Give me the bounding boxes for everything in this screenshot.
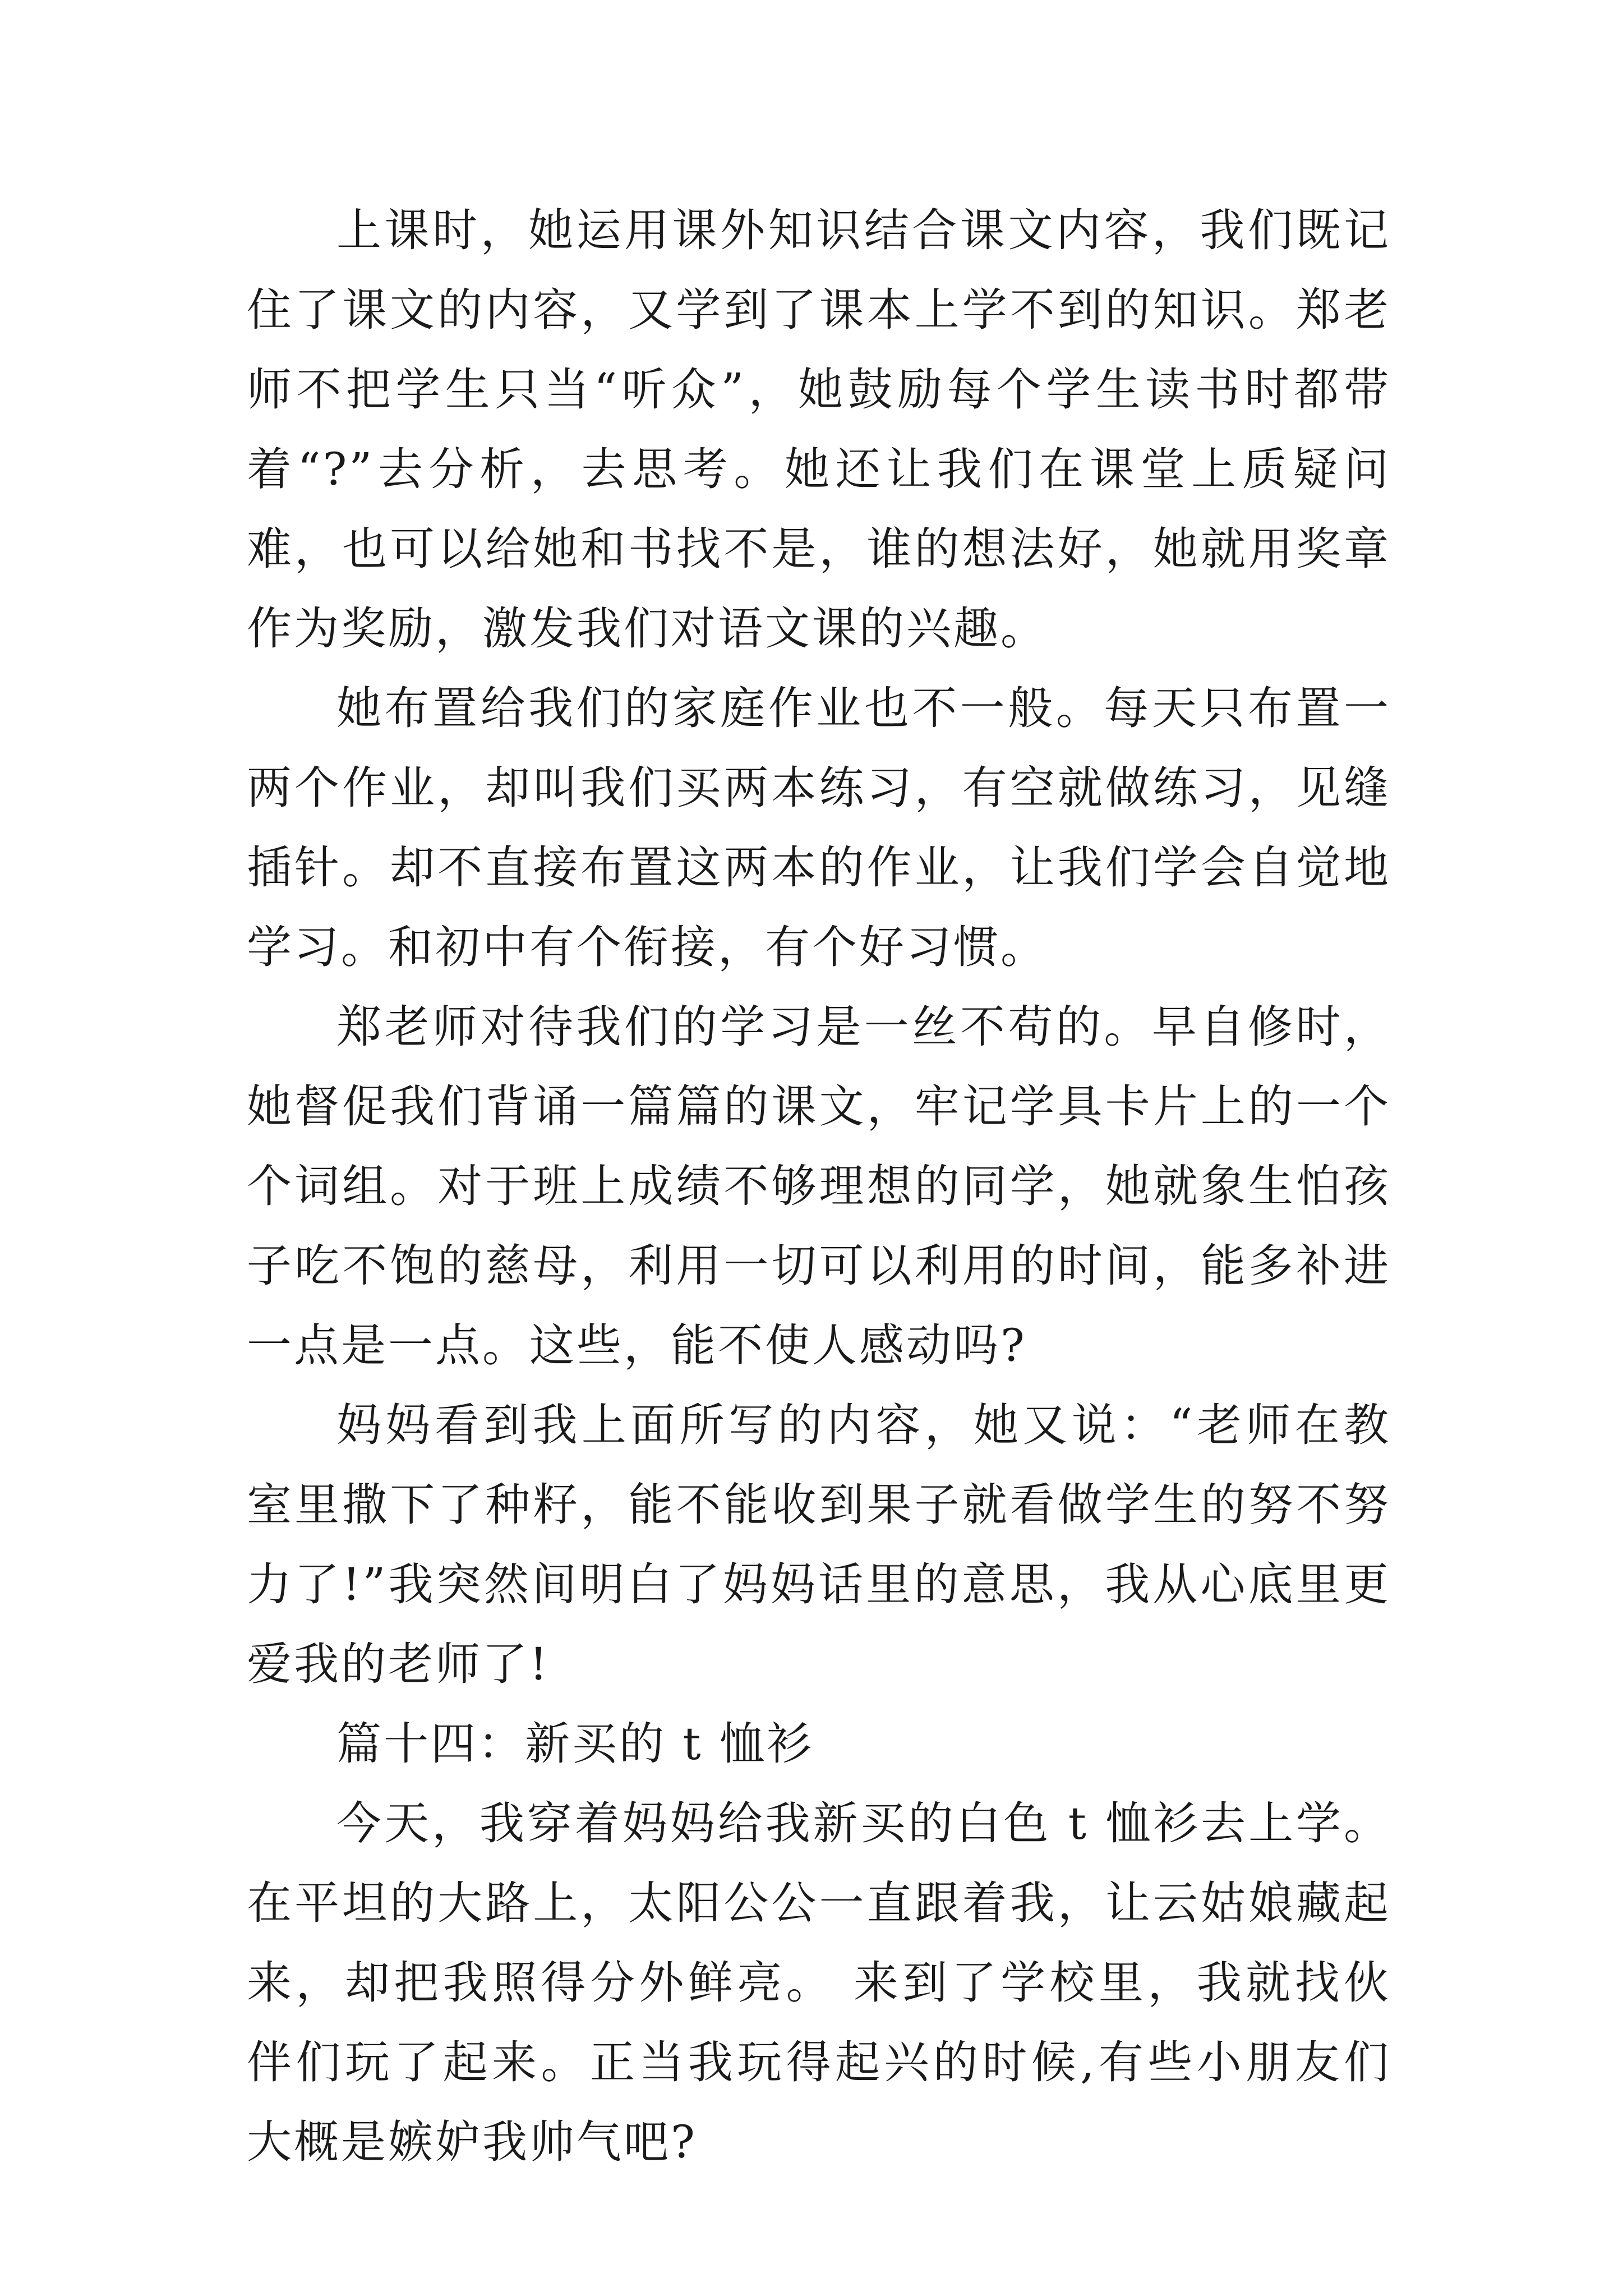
paragraph-class-teaching: 上课时，她运用课外知识结合课文内容，我们既记住了课文的内容，又学到了课本上学不到的知识。郑老师不把学生只当“听众”，她鼓励每个学生读书时都带着“?”去分析，去思考。她还让我们在课堂上质疑问难，也可以给她和书找不是，谁的想法好，她就用奖章作为奖励，激发我们对语文课的兴趣。: [247, 204, 1391, 655]
paragraph-homework: 她布置给我们的家庭作业也不一般。每天只布置一两个作业，却叫我们买两本练习，有空就做练习，见缝插针。却不直接布置这两本的作业，让我们学会自觉地学习。和初中有个衔接，有个好习惯。: [247, 682, 1391, 973]
paragraph-mother-words: 妈妈看到我上面所写的内容，她又说：“老师在教室里撒下了种籽，能不能收到果子就看做学生的努不努力了!”我突然间明白了妈妈话里的意思，我从心底里更爱我的老师了!: [247, 1399, 1391, 1690]
paragraph-teacher-diligence: 郑老师对待我们的学习是一丝不苟的。早自修时，她督促我们背诵一篇篇的课文，牢记学具卡片上的一个个词组。对于班上成绩不够理想的同学，她就象生怕孩子吃不饱的慈母，利用一切可以利用的时间，能多补进一点是一点。这些，能不使人感动吗?: [247, 1001, 1391, 1372]
paragraph-new-tshirt: 今天，我穿着妈妈给我新买的白色 t 恤衫去上学。在平坦的大路上，太阳公公一直跟着我，让云姑娘藏起来，却把我照得分外鲜亮。 来到了学校里，我就找伙伴们玩了起来。正当我玩得起兴的时候,有些小朋友们大概是嫉妒我帅气吧?: [247, 1797, 1391, 2168]
section-heading: 篇十四：新买的 t 恤衫: [336, 1718, 814, 1770]
document-body: [247, 191, 1391, 2182]
